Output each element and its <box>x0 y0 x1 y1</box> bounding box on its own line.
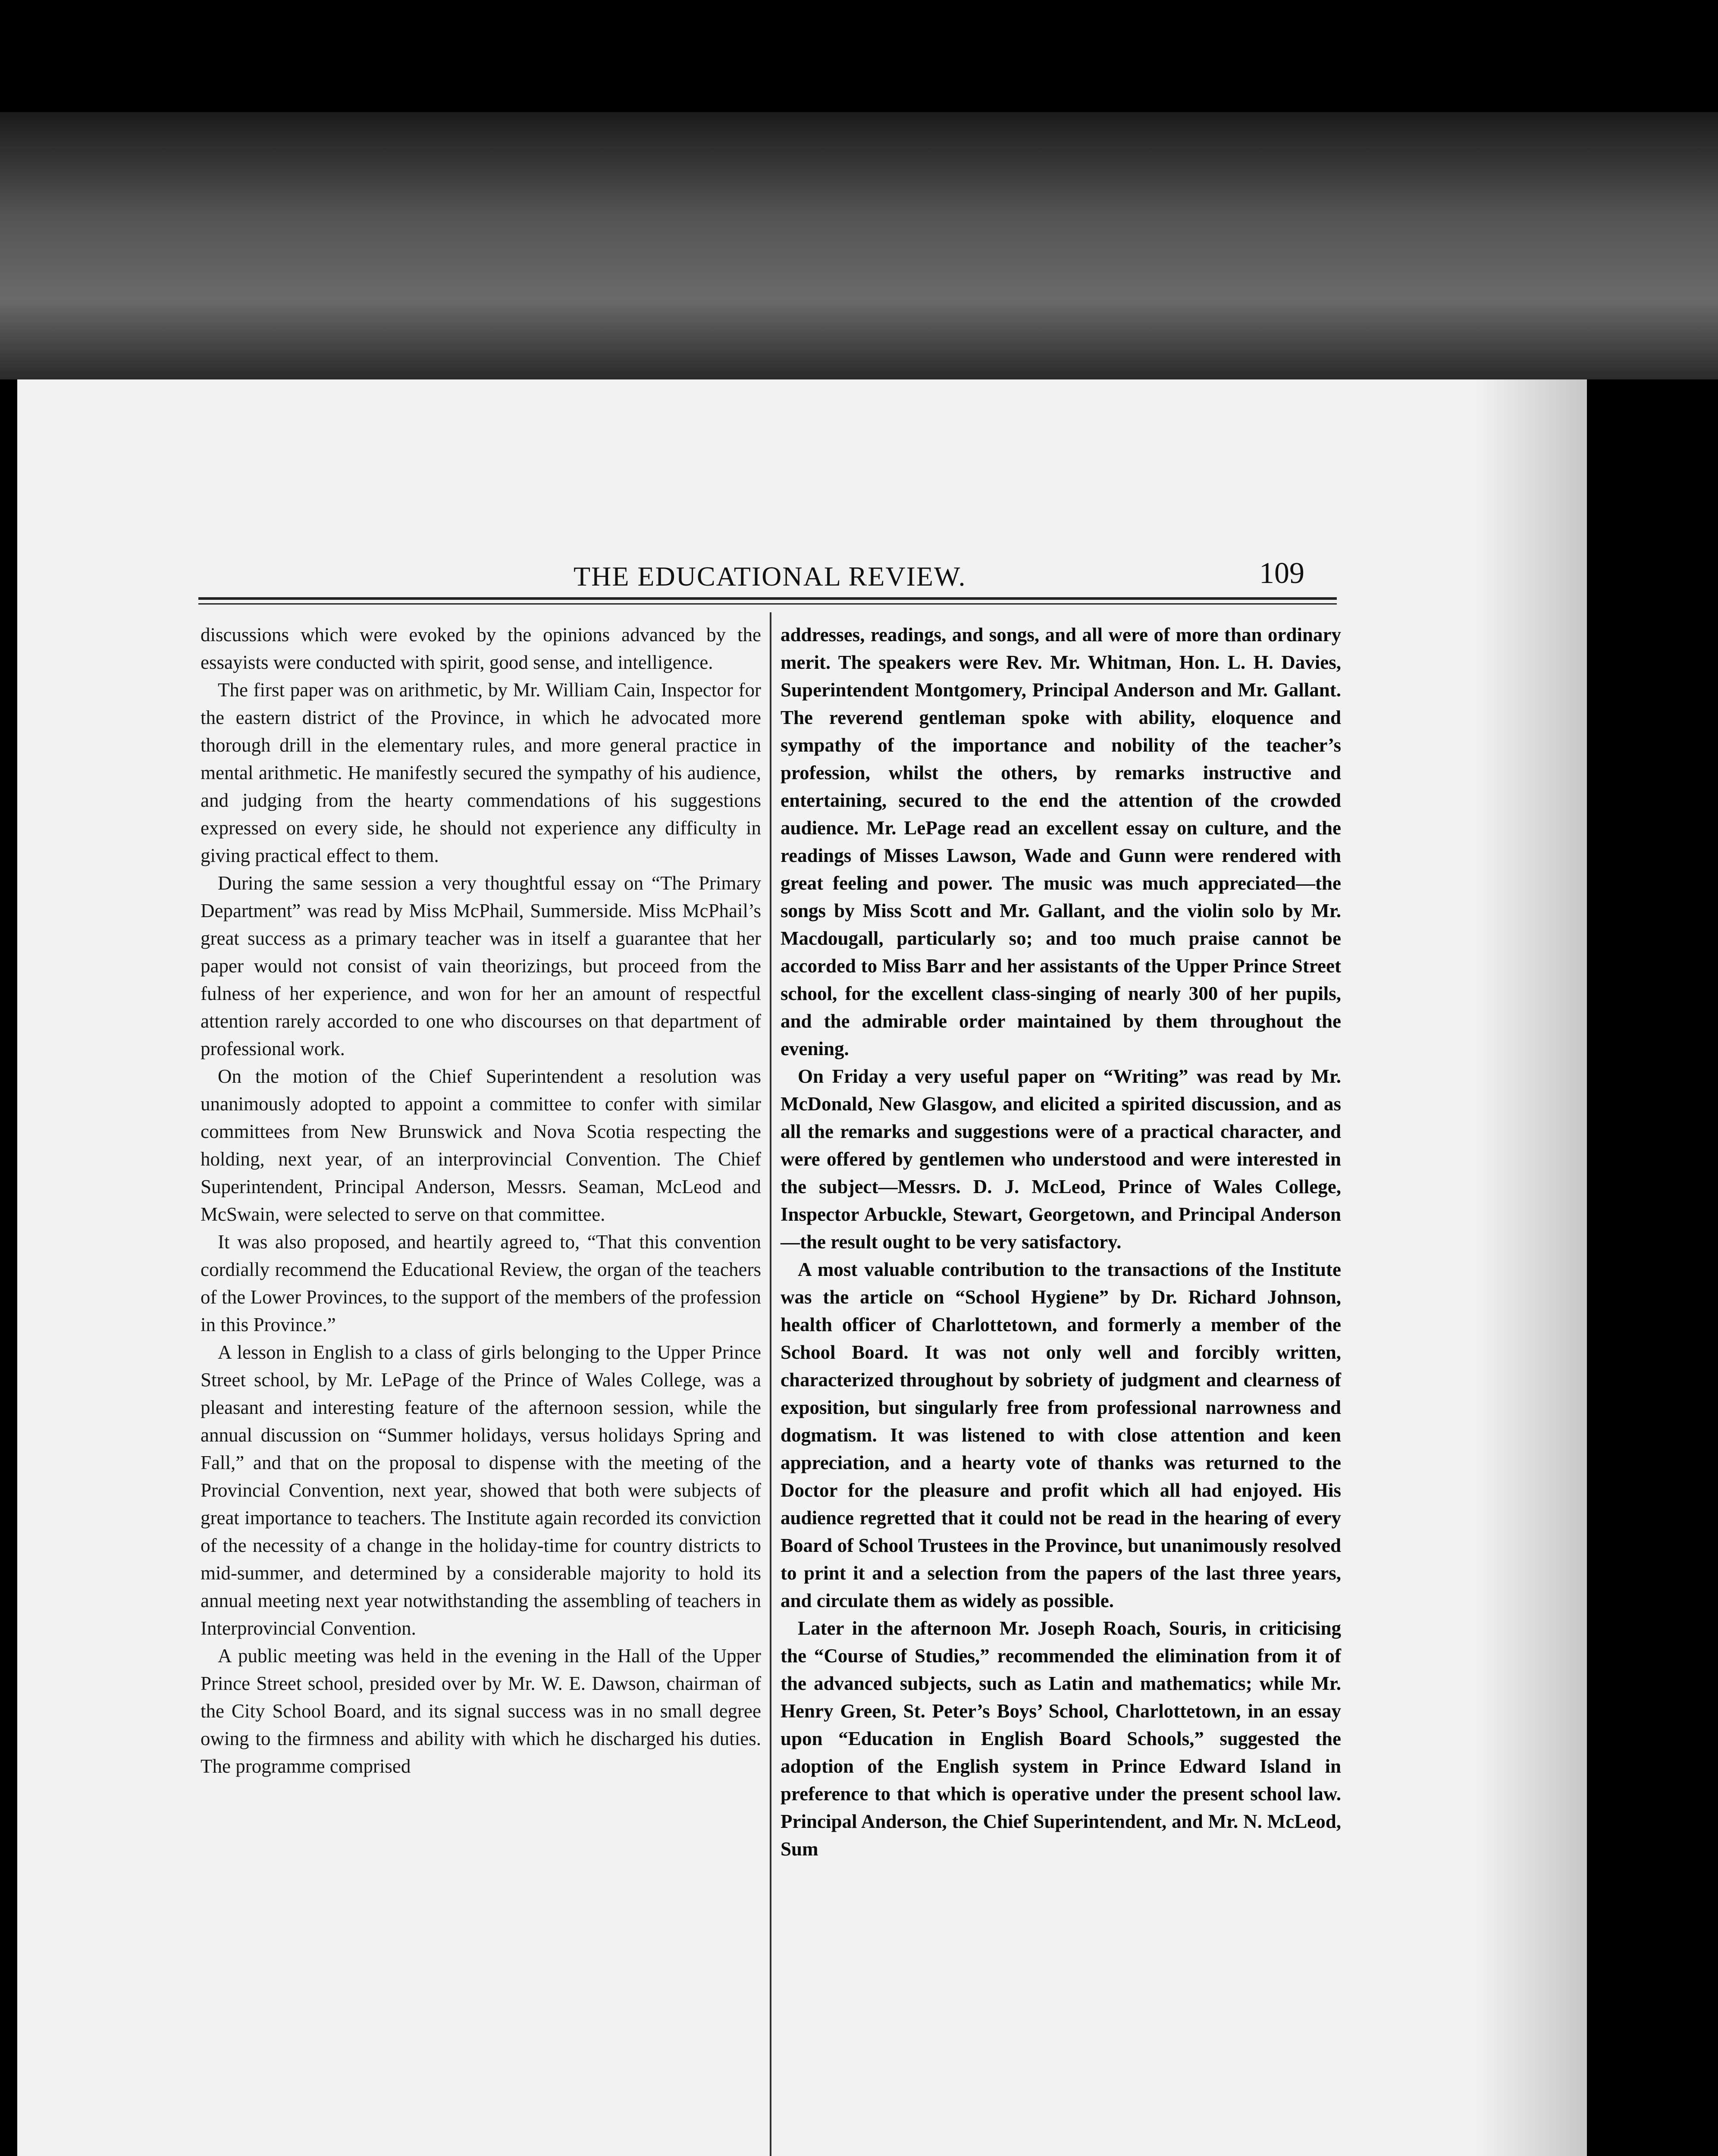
header-rule-thin <box>198 603 1337 605</box>
paragraph: A lesson in English to a class of girls belonging to the Upper Prince Street school, by Mr. LePage of the Prince of Wales College, was a pleasant and interesting feature of the afternoon session, while the annual discussion on “Summer holidays, versus holidays Spring and Fall,” and that on the proposal to dispense with the meeting of the Provincial Convention, next year, showed that both were subjects of great importance to teachers. The Institute again recorded its conviction of the necessity of a change in the holiday-time for country districts to mid-summer, and determined by a considerable majority to hold its annual meeting next year notwithstanding the assembling of teachers in Interprovincial Convention. <box>201 1341 761 1639</box>
left-column <box>201 621 761 1780</box>
header-rule <box>198 597 1337 600</box>
microfilm-border <box>0 112 1718 379</box>
right-column <box>781 621 1341 1863</box>
paragraph: On the motion of the Chief Superintendent a resolution was unanimously adopted to appoint a committee to confer with similar committees from New Brunswick and Nova Scotia respecting the holding, next year, of an interprovincial Convention. The Chief Superintendent, Principal Anderson, Messrs. Seaman, McLeod and McSwain, were selected to serve on that committee. <box>201 1065 761 1225</box>
paragraph: The first paper was on arithmetic, by Mr. William Cain, Inspector for the eastern district of the Province, in which he advocated more thorough drill in the elementary rules, and more general practice in mental arithmetic. He manifestly secured the sympathy of his audience, and judging from the hearty commendations of his suggestions expressed on every side, he should not experience any difficulty in giving practical effect to them. <box>201 679 761 866</box>
paragraph: Later in the afternoon Mr. Joseph Roach, Souris, in criticising the “Course of Studies,” recommended the elimination from it of the advanced subjects, such as Latin and mathematics; while Mr. Henry Green, St. Peter’s Boys’ School, Charlottetown, in an essay upon “Education in English Board Schools,” suggested the adoption of the English system in Prince Edward Island in preference to that which is operative under the present school law. Principal Anderson, the Chief Superintendent, and Mr. N. McLeod, Sum <box>781 1617 1341 1860</box>
running-header: THE EDUCATIONAL REVIEW. <box>574 561 966 592</box>
page-number: 109 <box>1259 557 1304 590</box>
paragraph: addresses, readings, and songs, and all were of more than ordinary merit. The speakers were Rev. Mr. Whitman, Hon. L. H. Davies, Superintendent Montgomery, Principal Anderson and Mr. Gallant. The reverend gentleman spoke with ability, eloquence and sympathy of the importance and nobility of the teacher’s profession, whilst the others, by remarks instructive and entertaining, secured to the end the attention of the crowded audience. Mr. LePage read an excellent essay on culture, and the readings of Misses Lawson, Wade and Gunn were rendered with great feeling and power. The music was much appreciated—the songs by Miss Scott and Mr. Gallant, and the violin solo by Mr. Macdougall, particularly so; and too much praise cannot be accorded to Miss Barr and her assistants of the Upper Prince Street school, for the excellent class-singing of nearly 300 of her pupils, and the admirable order maintained by them throughout the evening. <box>781 624 1341 1059</box>
document-page <box>17 379 1587 2156</box>
paragraph: During the same session a very thoughtful essay on “The Primary Department” was read by Miss McPhail, Summerside. Miss McPhail’s great success as a primary teacher was in itself a guarantee that her paper would not consist of vain theorizings, but proceed from the fulness of her experience, and won for her an amount of respectful attention rarely accorded to one who discourses on that department of professional work. <box>201 872 761 1059</box>
paragraph: On Friday a very useful paper on “Writing” was read by Mr. McDonald, New Glasgow, and elicited a spirited discussion, and as all the remarks and suggestions were of a practical character, and were offered by gentlemen who understood and were interested in the subject—Messrs. D. J. McLeod, Prince of Wales College, Inspector Arbuckle, Stewart, Georgetown, and Principal Anderson—the result ought to be very satisfactory. <box>781 1065 1341 1253</box>
paragraph: discussions which were evoked by the opinions advanced by the essayists were conducted with spirit, good sense, and intelligence. <box>201 624 761 673</box>
paragraph: A public meeting was held in the evening in the Hall of the Upper Prince Street school, presided over by Mr. W. E. Dawson, chairman of the City School Board, and its signal success was in no small degree owing to the firmness and ability with which he discharged his duties. The programme comprised <box>201 1645 761 1777</box>
paragraph: A most valuable contribution to the transactions of the Institute was the article on “School Hygiene” by Dr. Richard Johnson, health officer of Charlottetown, and formerly a member of the School Board. It was not only well and forcibly written, characterized throughout by sobriety of judgment and clearness of exposition, but singularly free from professional narrowness and dogmatism. It was listened to with close attention and keen appreciation, and a hearty vote of thanks was returned to the Doctor for the pleasure and profit which all had enjoyed. His audience regretted that it could not be read in the hearing of every Board of School Trustees in the Province, but unanimously resolved to print it and a selection from the papers of the last three years, and circulate them as widely as possible. <box>781 1259 1341 1611</box>
paragraph: It was also proposed, and heartily agreed to, “That this convention cordially recommend the Educational Review, the organ of the teachers of the Lower Provinces, to the support of the members of the profession in this Province.” <box>201 1231 761 1335</box>
column-divider <box>770 612 771 2156</box>
